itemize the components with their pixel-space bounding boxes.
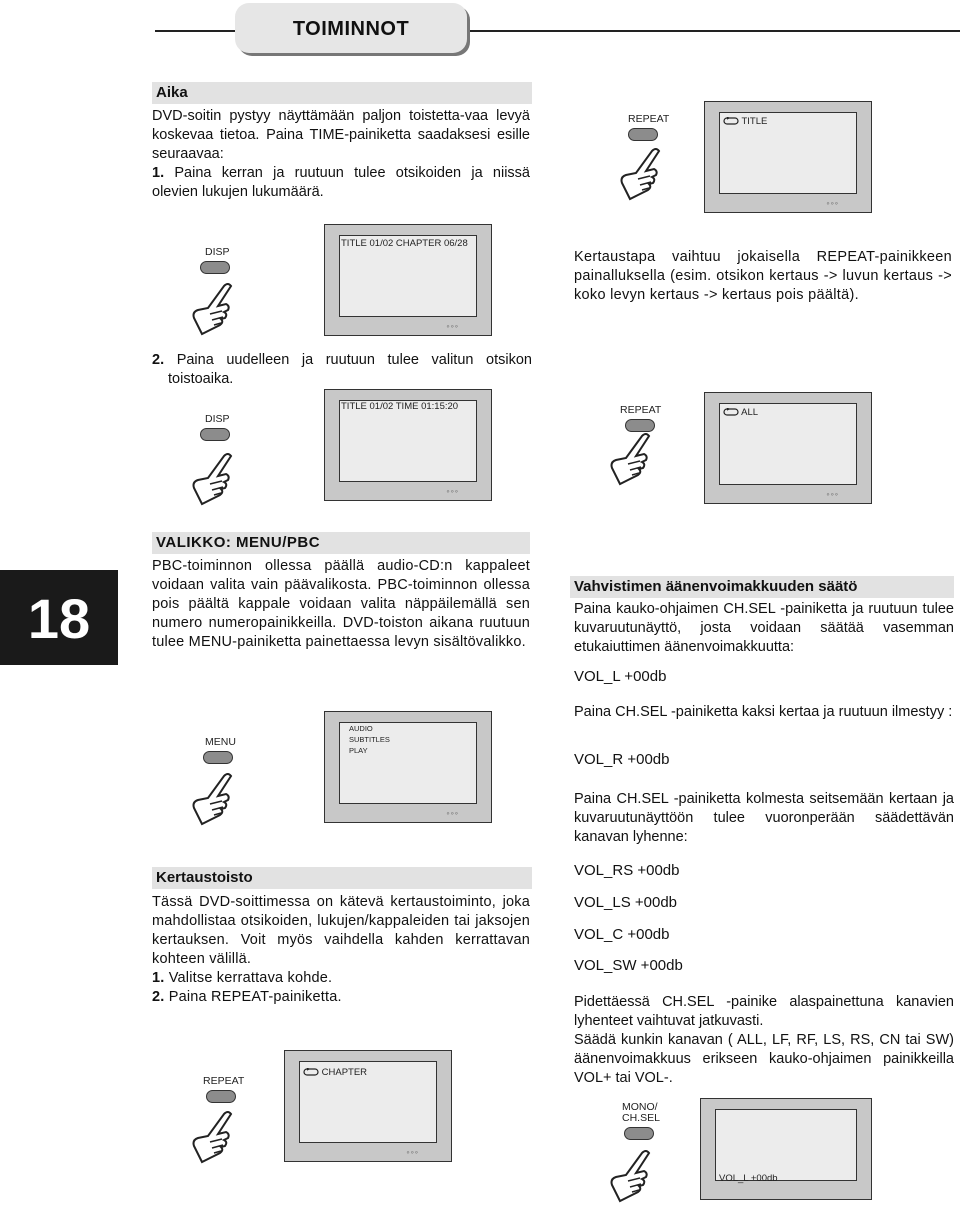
page-title: TOIMINNOT (235, 3, 467, 53)
vahvistin-p2: Paina CH.SEL -painiketta kaksi kertaa ja ruutuun ilmestyy : (574, 704, 953, 720)
tv-indicator: ◦◦◦ (406, 1147, 419, 1157)
aika-step1-text: Paina kerran ja ruutuun tulee otsikoiden ja niissä olevien lukujen lukumäärä. (152, 165, 530, 200)
tv-indicator: ◦◦◦ (446, 321, 459, 331)
repeat-button[interactable] (628, 128, 658, 141)
osd-title-chapter: TITLE 01/02 CHAPTER 06/28 (341, 238, 468, 249)
vol-r-value: VOL_R +00db (574, 751, 670, 768)
tv-screen-title-time (324, 389, 492, 501)
kertaustoisto-step1-text: Valitse kerrattava kohde. (168, 970, 333, 986)
aika-step2 (152, 351, 532, 389)
page-number: 18 (0, 570, 118, 665)
kertaustoisto-text (152, 893, 530, 1007)
osd-repeat-all: ALL (741, 407, 759, 418)
vahvistin-p3: Paina CH.SEL -painiketta kolmesta seitsemään kertaan ja kuvaruutunäyttöön tulee vuoronperään säädettävän kanavan lyhenne: (574, 791, 954, 845)
tv-indicator: ◦◦◦ (446, 486, 459, 496)
tv-screen-repeat-all (704, 392, 872, 504)
chsel-label-line2: CH.SEL (622, 1112, 660, 1124)
repeat-button-3[interactable] (206, 1090, 236, 1103)
kertaustoisto-body: Tässä DVD-soittimessa on kätevä kertaustoiminto, joka mahdollistaa otsikoiden, lukujen/kappaleiden tai jaksojen kertauksen. Voit myös vaihdella kahden kerrattavan kohteen välillä. (152, 894, 530, 967)
tv-indicator: ◦◦◦ (826, 489, 839, 499)
repeat-icon (723, 408, 739, 416)
chsel-label-line1: MONO/ (622, 1101, 658, 1113)
tv-screen-title-chapter (324, 224, 492, 336)
section-heading-vahvistin: Vahvistimen äänenvoimakkuuden säätö (570, 576, 954, 598)
section-heading-aika: Aika (152, 82, 532, 104)
osd-title-time: TITLE 01/02 TIME 01:15:20 (341, 401, 459, 412)
vol-l-value: VOL_L +00db (574, 668, 667, 685)
vol-sw-value: VOL_SW +00db (574, 957, 683, 974)
aika-step2-num: 2. (152, 352, 165, 368)
aika-step2-text: Paina uudelleen ja ruutuun tulee valitun otsikon toistoaika. (168, 352, 532, 387)
pointing-hand-icon (606, 1145, 658, 1205)
tv-indicator: ◦◦◦ (826, 198, 839, 208)
pointing-hand-icon (616, 143, 668, 203)
repeat-button-label-3: REPEAT (203, 1075, 245, 1087)
disp-button[interactable] (200, 261, 230, 274)
disp-button-label: DISP (205, 246, 230, 258)
vahvistin-p1: Paina kauko-ohjaimen CH.SEL -painiketta ja ruutuun tulee kuvaruutunäyttö, josta voidaan säätää vasemman etukaiuttimen äänenvoimakkuutta: (574, 601, 954, 655)
menu-osd-play: PLAY (349, 746, 368, 755)
vahvistin-p5: Säädä kunkin kanavan ( ALL, LF, RF, LS, RS, CN tai SW) äänenvoimakkuus erikseen kauko-ohjaimen painikkeilla VOL+ tai VOL-. (574, 1032, 954, 1086)
valikko-text: PBC-toiminnon ollessa päällä audio-CD:n kappaleet voidaan valita vain päävalikosta. PBC-toiminnon ollessa pois päältä kappale voidaan valita näppäilemällä sen numero numeropainikkeilla. DVD-toiston aikana ruutuun tulee MENU-painiketta painettaessa levyn sisältövalikko. (152, 558, 530, 650)
menu-button-label: MENU (205, 736, 236, 748)
tv-screen-menu (324, 711, 492, 823)
pointing-hand-icon (188, 448, 240, 508)
disp-button-2[interactable] (200, 428, 230, 441)
pointing-hand-icon (188, 278, 240, 338)
repeat-icon (303, 1068, 319, 1076)
pointing-hand-icon (606, 428, 658, 488)
tv-indicator: ◦◦◦ (446, 808, 459, 818)
repeat-button-label-2: REPEAT (620, 404, 662, 416)
kertaustoisto-step2-num: 2. (152, 989, 165, 1005)
vol-c-value: VOL_C +00db (574, 926, 670, 943)
pointing-hand-icon (188, 768, 240, 828)
vahvistin-p4: Pidettäessä CH.SEL -painike alaspainettuna kanavien lyhenteet vaihtuvat jatkuvasti. (574, 994, 954, 1029)
osd-repeat-title: TITLE (741, 116, 768, 127)
aika-step1-num: 1. (152, 165, 165, 181)
repeat-mode-text: Kertaustapa vaihtuu jokaisella REPEAT-painikkeen painalluksella (esim. otsikon kertaus -> luvun kertaus -> koko levyn kertaus -> kertaus pois päältä). (574, 249, 952, 303)
repeat-icon (723, 117, 739, 125)
section-heading-valikko: VALIKKO: MENU/PBC (152, 532, 530, 554)
pointing-hand-icon (188, 1106, 240, 1166)
tv-screen-vol (700, 1098, 872, 1200)
tv-screen-repeat-title (704, 101, 872, 213)
kertaustoisto-step1-num: 1. (152, 970, 165, 986)
chsel-button[interactable] (624, 1127, 654, 1140)
disp-button-label-2: DISP (205, 413, 230, 425)
repeat-button-label: REPEAT (628, 113, 670, 125)
menu-osd-subtitles: SUBTITLES (349, 735, 390, 744)
tv-screen-repeat-chapter (284, 1050, 452, 1162)
section-heading-kertaustoisto: Kertaustoisto (152, 867, 532, 889)
aika-text (152, 107, 530, 202)
menu-button[interactable] (203, 751, 233, 764)
menu-osd-audio: AUDIO (349, 724, 373, 733)
kertaustoisto-step2-text: Paina REPEAT-painiketta. (168, 989, 342, 1005)
osd-repeat-chapter: CHAPTER (321, 1067, 368, 1078)
osd-vol: VOL_L +00db (719, 1173, 778, 1184)
vol-rs-value: VOL_RS +00db (574, 862, 680, 879)
vol-ls-value: VOL_LS +00db (574, 894, 678, 911)
aika-intro: DVD-soitin pystyy näyttämään paljon toistetta-vaa levyä koskevaa tietoa. Paina TIME-painiketta saadaksesi esille seuraavaa: (152, 108, 530, 162)
